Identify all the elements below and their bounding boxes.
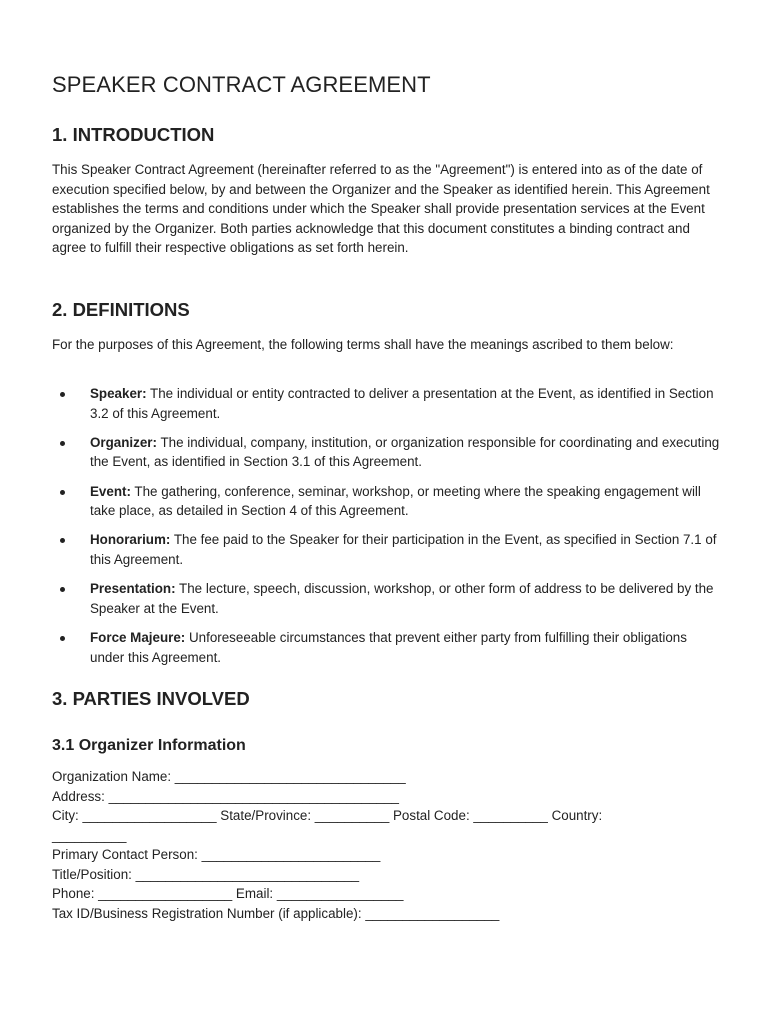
- definition-text: The individual, company, institution, or organization responsible for coordinating and executing the Event, as identified in Section 3.1 of this Agreement.: [90, 434, 720, 470]
- bullet-icon: [60, 490, 65, 495]
- introduction-paragraph: This Speaker Contract Agreement (hereinafter referred to as the "Agreement") is entered into as of the date of execution specified below, by and between the Organizer and the Speaker as identified herein. This Agreement establishes the terms and conditions under which the Speaker shall provide presentation services at the Event organized by the Organizer. Both parties acknowledge that this document constitutes a binding contract and agree to fulfill their respective obligations as set forth herein.: [52, 162, 710, 256]
- address-field[interactable]: Address: _______________________________________: [52, 788, 400, 804]
- definitions-intro: For the purposes of this Agreement, the following terms shall have the meanings ascribed to them below:: [52, 337, 674, 352]
- definition-term: Speaker:: [90, 386, 147, 401]
- bullet-icon: [60, 636, 65, 641]
- bullet-icon: [60, 587, 65, 592]
- definition-text: The individual or entity contracted to deliver a presentation at the Event, as identified in Section 3.2 of this Agreement.: [90, 386, 714, 421]
- definition-term: Presentation:: [90, 581, 176, 597]
- definition-item-event: [52, 482, 720, 521]
- tax-id-field[interactable]: Tax ID/Business Registration Number (if applicable): __________________: [52, 905, 500, 921]
- definition-text: Unforeseeable circumstances that prevent either party from fulfilling their obligations under this Agreement.: [90, 629, 687, 665]
- title-position-field[interactable]: Title/Position: ______________________________: [52, 866, 360, 882]
- organizer-info-form: [52, 767, 720, 923]
- document-title: SPEAKER CONTRACT AGREEMENT: [52, 72, 431, 97]
- definition-item-presentation: [52, 579, 720, 618]
- definition-item-speaker: [52, 384, 720, 423]
- bullet-icon: [60, 392, 65, 397]
- definition-item-honorarium: [52, 530, 720, 569]
- definition-text: The gathering, conference, seminar, workshop, or meeting where the speaking engagement will take place, as detailed in Section 4 of this Agreement.: [90, 483, 701, 519]
- definition-term: Honorarium:: [90, 532, 171, 548]
- bullet-icon: [60, 441, 65, 446]
- bullet-icon: [60, 538, 65, 543]
- country-field-continuation[interactable]: __________: [52, 827, 127, 843]
- definition-item-organizer: [52, 433, 720, 472]
- primary-contact-field[interactable]: Primary Contact Person: ________________________: [52, 847, 381, 862]
- definition-text: The lecture, speech, discussion, workshop, or other form of address to be delivered by the Speaker at the Event.: [90, 581, 714, 616]
- definitions-list: [52, 384, 720, 677]
- section-heading-introduction: 1. INTRODUCTION: [52, 124, 215, 145]
- city-state-postal-country-field[interactable]: City: __________________ State/Province: __________ Postal Code: __________ Country:: [52, 808, 603, 823]
- organization-name-field[interactable]: Organization Name: _______________________________: [52, 769, 406, 784]
- definition-term: Event:: [90, 483, 131, 499]
- definition-term: Organizer:: [90, 434, 157, 450]
- subsection-heading-organizer: 3.1 Organizer Information: [52, 737, 246, 754]
- phone-email-field[interactable]: Phone: __________________ Email: _________________: [52, 886, 404, 901]
- definition-text: The fee paid to the Speaker for their participation in the Event, as specified in Section 7.1 of this Agreement.: [90, 532, 717, 567]
- definition-term: Force Majeure:: [90, 629, 186, 645]
- definition-item-force-majeure: [52, 628, 720, 667]
- section-heading-definitions: 2. DEFINITIONS: [52, 299, 190, 320]
- section-heading-parties: 3. PARTIES INVOLVED: [52, 688, 250, 709]
